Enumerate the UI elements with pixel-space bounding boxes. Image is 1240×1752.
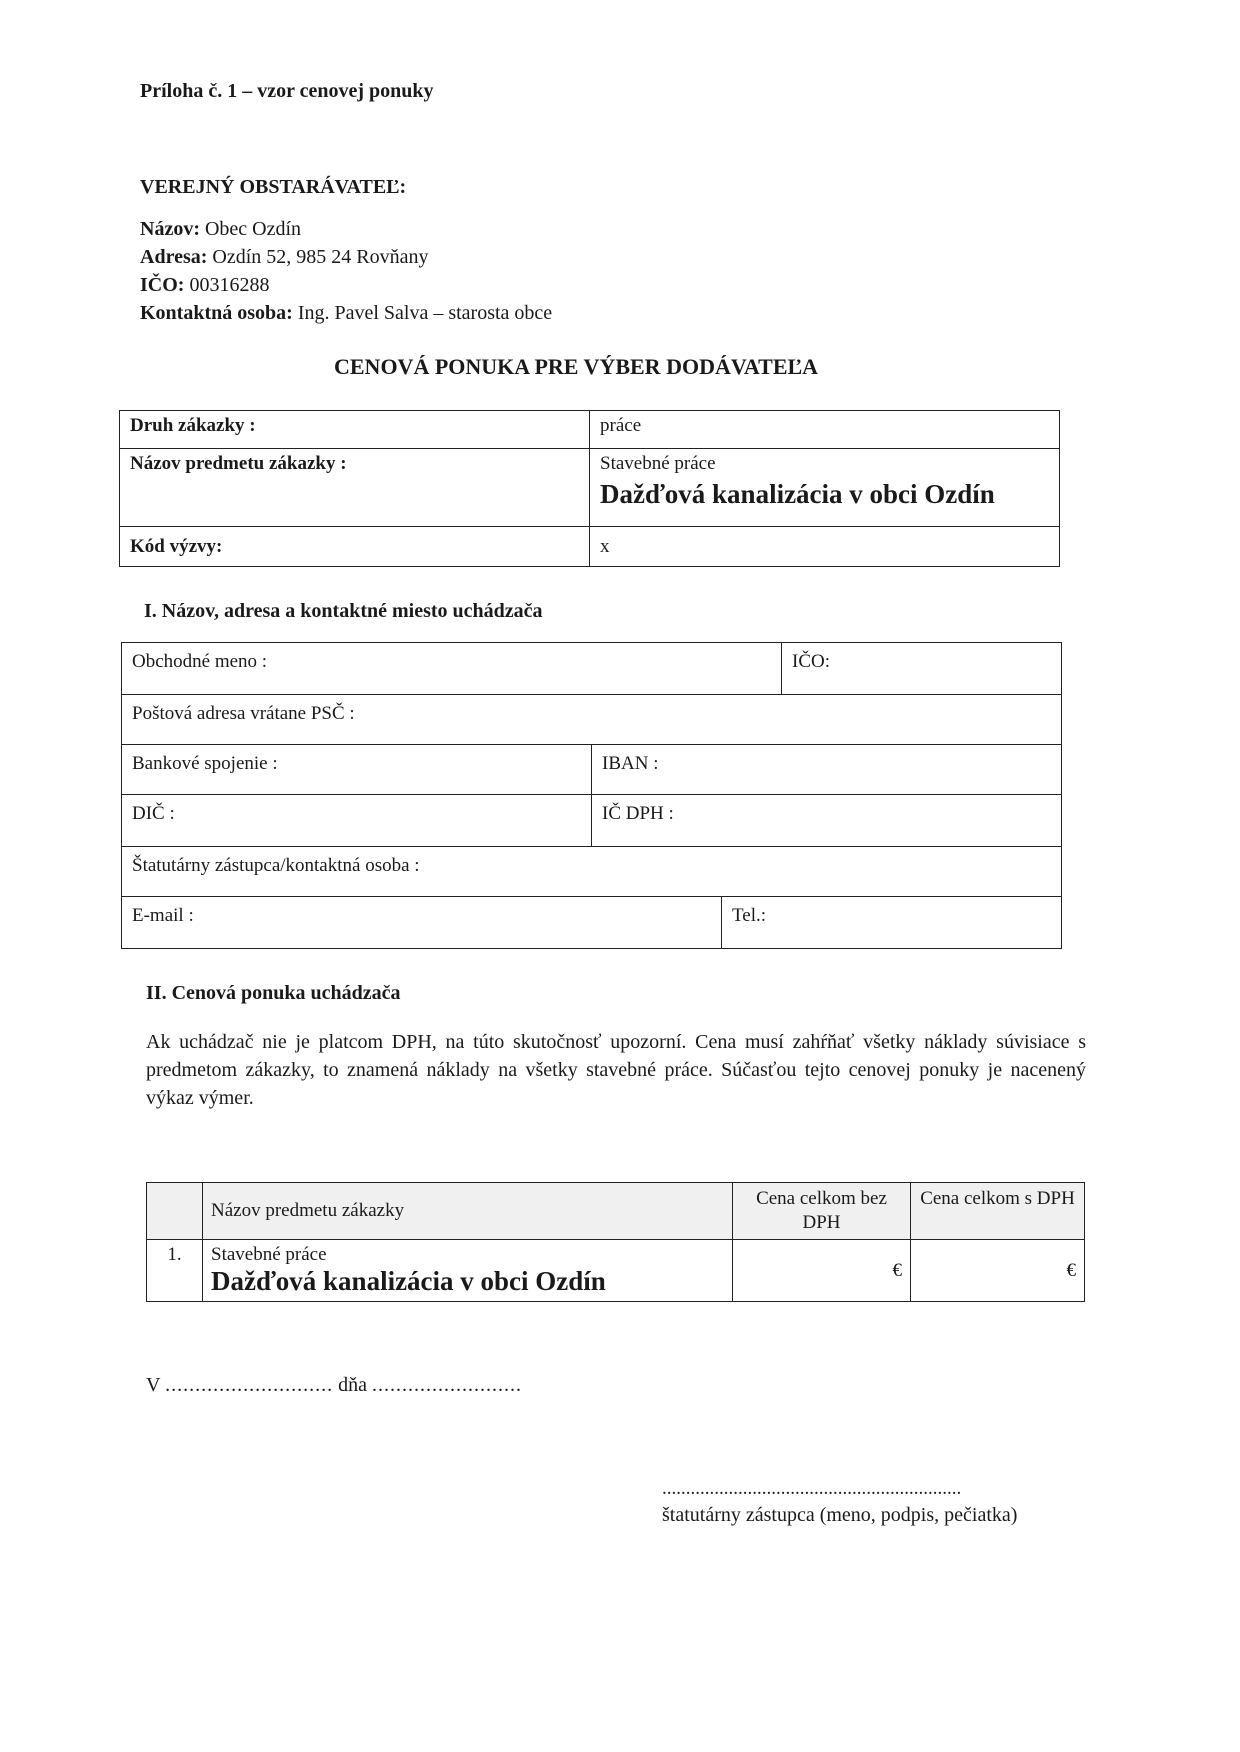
price-row-subject bbox=[203, 1240, 733, 1302]
signature-caption: štatutárny zástupca (meno, podpis, pečiatka) bbox=[662, 1504, 1018, 1526]
statutory-field: Štatutárny zástupca/kontaktná osoba : bbox=[122, 847, 1062, 897]
authority-contact-label: Kontaktná osoba: bbox=[140, 302, 293, 324]
price-with-vat-value: € bbox=[911, 1240, 1085, 1302]
postal-address-field: Poštová adresa vrátane PSČ : bbox=[122, 695, 1062, 745]
price-without-vat-value: € bbox=[733, 1240, 911, 1302]
price-row-subject-small: Stavebné práce bbox=[211, 1244, 327, 1265]
authority-name bbox=[140, 218, 301, 241]
contract-subject-big: Dažďová kanalizácia v obci Ozdín bbox=[600, 479, 995, 509]
bidder-ico-field: IČO: bbox=[782, 643, 1062, 695]
main-title: CENOVÁ PONUKA PRE VÝBER DODÁVATEĽA bbox=[334, 354, 819, 379]
price-row-number: 1. bbox=[147, 1240, 203, 1302]
price-header-subject: Názov predmetu zákazky bbox=[203, 1183, 733, 1240]
call-code-label: Kód výzvy: bbox=[120, 527, 590, 567]
call-code-value: x bbox=[590, 527, 1060, 567]
date-dots: ......................... bbox=[371, 1374, 522, 1396]
place-date-line bbox=[146, 1374, 522, 1397]
authority-contact bbox=[140, 302, 552, 325]
authority-ico-label: IČO: bbox=[140, 274, 185, 296]
place-prefix: V bbox=[146, 1374, 161, 1396]
iban-field: IBAN : bbox=[592, 745, 1062, 795]
contract-subject-value bbox=[590, 449, 1060, 527]
dic-field: DIČ : bbox=[122, 795, 592, 847]
place-dots: ............................ bbox=[165, 1374, 334, 1396]
authority-ico bbox=[140, 274, 269, 297]
price-row-subject-big: Dažďová kanalizácia v obci Ozdín bbox=[211, 1266, 606, 1296]
annex-title: Príloha č. 1 – vzor cenovej ponuky bbox=[140, 80, 434, 102]
price-header-without-vat: Cena celkom bez DPH bbox=[733, 1183, 911, 1240]
authority-address-label: Adresa: bbox=[140, 246, 208, 268]
contract-table bbox=[119, 410, 1060, 567]
email-field: E-mail : bbox=[122, 897, 722, 949]
authority-name-label: Názov: bbox=[140, 218, 200, 240]
section2-paragraph: Ak uchádzač nie je platcom DPH, na túto skutočnosť upozorní. Cena musí zahŕňať všetky náklady súvisiace s predmetom zákazky, to znamená náklady na všetky stavebné práce. Súčasťou tejto cenovej ponuky je nacenený výkaz výmer. bbox=[146, 1031, 1086, 1109]
signature-dots: ............................................................... bbox=[662, 1478, 962, 1499]
price-header-no bbox=[147, 1183, 203, 1240]
section1-title: I. Názov, adresa a kontaktné miesto uchádzača bbox=[144, 600, 543, 622]
tel-field: Tel.: bbox=[722, 897, 1062, 949]
contract-subject-label: Názov predmetu zákazky : bbox=[120, 449, 590, 527]
section2-title: II. Cenová ponuka uchádzača bbox=[146, 982, 401, 1004]
bank-field: Bankové spojenie : bbox=[122, 745, 592, 795]
authority-ico-value: 00316288 bbox=[189, 274, 270, 296]
price-header-with-vat: Cena celkom s DPH bbox=[911, 1183, 1085, 1240]
authority-heading: VEREJNÝ OBSTARÁVATEĽ: bbox=[140, 176, 407, 198]
contract-subject-small: Stavebné práce bbox=[600, 453, 716, 474]
business-name-field: Obchodné meno : bbox=[122, 643, 782, 695]
bidder-table bbox=[121, 642, 1062, 949]
authority-name-value: Obec Ozdín bbox=[204, 218, 302, 240]
authority-contact-value: Ing. Pavel Salva – starosta obce bbox=[297, 302, 553, 324]
authority-address-value: Ozdín 52, 985 24 Rovňany bbox=[212, 246, 429, 268]
price-table bbox=[146, 1182, 1085, 1302]
authority-address bbox=[140, 246, 429, 269]
contract-type-label: Druh zákazky : bbox=[120, 411, 590, 449]
contract-type-value: práce bbox=[590, 411, 1060, 449]
date-label: dňa bbox=[338, 1374, 367, 1396]
ic-dph-field: IČ DPH : bbox=[592, 795, 1062, 847]
